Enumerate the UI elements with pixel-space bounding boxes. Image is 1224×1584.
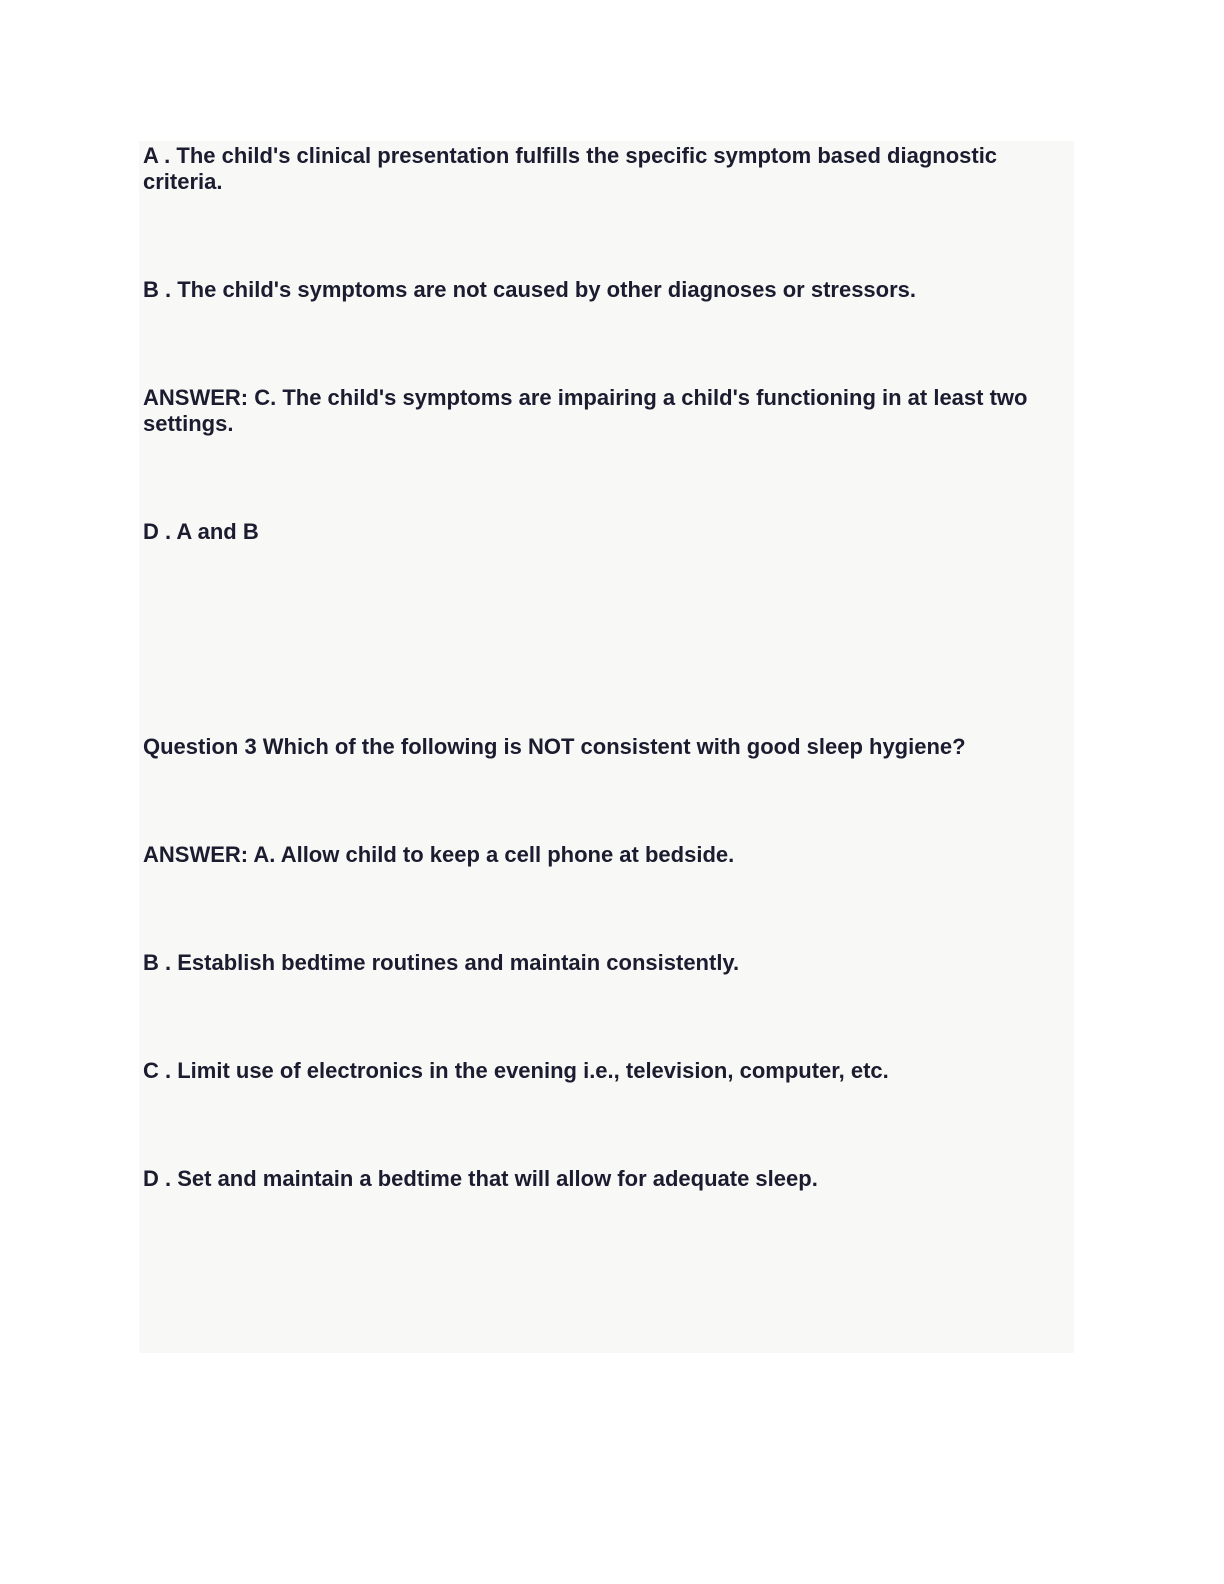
question-3-answer-text: ANSWER: A. Allow child to keep a cell phone at bedside. xyxy=(143,842,735,867)
question-3-option-b-text: B . Establish bedtime routines and maintain consistently. xyxy=(143,950,740,975)
question-3-option-c-text: C . Limit use of electronics in the evening i.e., television, computer, etc. xyxy=(143,1058,889,1083)
question-3-option-d-text: D . Set and maintain a bedtime that will allow for adequate sleep. xyxy=(143,1166,818,1191)
question-3-prompt: Question 3 Which of the following is NOT consistent with good sleep hygiene? xyxy=(143,734,966,759)
answer-c-text: ANSWER: C. The child's symptoms are impairing a child's functioning in at least two settings. xyxy=(143,385,1028,436)
option-a-text: A . The child's clinical presentation fulfills the specific symptom based diagnostic criteria. xyxy=(143,143,998,194)
option-b-text: B . The child's symptoms are not caused by other diagnoses or stressors. xyxy=(143,277,917,302)
option-d-text: D . A and B xyxy=(143,519,259,544)
